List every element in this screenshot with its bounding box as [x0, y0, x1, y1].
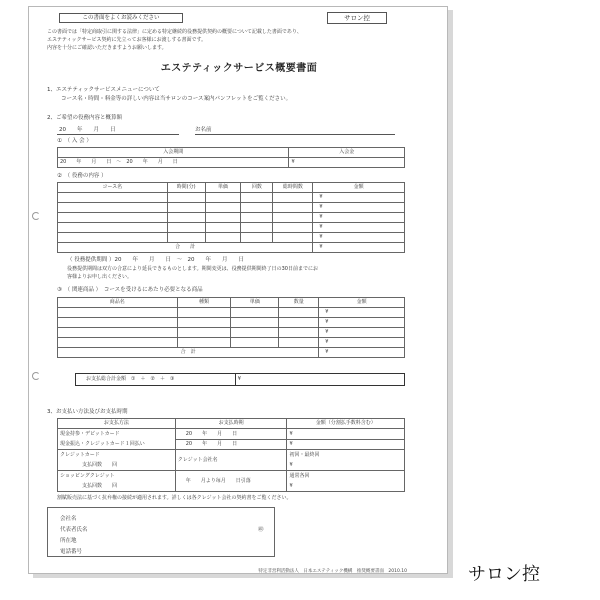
service-cell[interactable]: [167, 233, 205, 243]
product-cell[interactable]: ¥: [319, 308, 405, 318]
copy-caption: サロン控: [468, 564, 540, 585]
method-shopping-1: ショッピングクレジット: [60, 473, 115, 479]
grand-total-label: お支払総合計金額 ① ＋ ② ＋ ③: [76, 374, 236, 386]
col-product-price: 単価: [231, 298, 279, 308]
product-total-row: [58, 348, 405, 358]
col-product-amount: 金額: [319, 298, 405, 308]
product-row: [58, 318, 405, 328]
method-credit-1: クレジットカード: [60, 452, 100, 458]
product-cell[interactable]: [279, 318, 319, 328]
col-payment-method: お支払方法: [58, 419, 176, 429]
product-subheading: ③ （ 関連商品 ） コースを受けるにあたり必要となる商品: [57, 287, 203, 293]
grand-total-amount[interactable]: ¥: [235, 374, 404, 386]
shopping-yen: ¥: [289, 483, 293, 489]
product-cell[interactable]: [177, 338, 231, 348]
service-row: [58, 233, 405, 243]
col-payment-amount: 金額（分割払手数料含む）: [287, 419, 405, 429]
first-last-label: 初回・最終回: [289, 452, 320, 458]
service-cell[interactable]: ¥: [313, 223, 405, 233]
period-note-2: 客様よりお申し出ください。: [67, 274, 133, 280]
document-title: エステティックサービス概要書面: [160, 63, 318, 74]
method-cash-2: 現金振込・クレジットカード１回払い: [60, 441, 145, 447]
binder-hole-bottom: [32, 372, 40, 380]
intro-line-2: エステティックサービス契約に先立ってお客様にお渡しする書面です。: [47, 37, 207, 43]
product-table: [57, 297, 405, 358]
product-cell[interactable]: [177, 308, 231, 318]
service-cell[interactable]: [273, 203, 313, 213]
service-cell[interactable]: [58, 203, 168, 213]
product-cell[interactable]: [279, 338, 319, 348]
service-cell[interactable]: [273, 213, 313, 223]
service-cell[interactable]: ¥: [313, 233, 405, 243]
col-quantity: 数量: [279, 298, 319, 308]
payment-method-cash: [58, 429, 176, 450]
contract-date: 20 年 月 日: [59, 127, 116, 133]
section3-heading: 3、お支払い方法及びお支払時期: [47, 409, 128, 415]
service-table: [57, 182, 405, 253]
service-cell[interactable]: [273, 193, 313, 203]
membership-period-cell[interactable]: 20 年 月 日 ～ 20 年 月 日: [58, 158, 289, 168]
service-cell[interactable]: [205, 203, 241, 213]
product-cell[interactable]: [231, 328, 279, 338]
product-total-label: 合 計: [58, 348, 319, 358]
membership-fee-cell[interactable]: ¥: [289, 158, 405, 168]
shopping-amount-cell[interactable]: [287, 471, 405, 492]
service-row: [58, 223, 405, 233]
service-cell[interactable]: [241, 203, 273, 213]
service-row: [58, 213, 405, 223]
service-cell[interactable]: ¥: [313, 203, 405, 213]
service-cell[interactable]: [241, 233, 273, 243]
salon-signature-box: [47, 507, 275, 557]
address-label: 所在地: [60, 538, 77, 544]
service-total-row: [58, 243, 405, 253]
service-cell[interactable]: [167, 203, 205, 213]
grand-total-table: [75, 373, 405, 386]
service-cell[interactable]: [241, 193, 273, 203]
regular-label: 通常各回: [289, 473, 310, 479]
service-total-amount[interactable]: ¥: [313, 243, 405, 253]
section2-heading: 2、ご希望の役務内容と概算額: [47, 115, 123, 121]
payment-method-shopping: [58, 471, 176, 492]
col-payment-timing: お支払時期: [175, 419, 287, 429]
product-cell[interactable]: ¥: [319, 318, 405, 328]
section1-heading: 1、エステティックサービスメニューについて: [47, 87, 160, 93]
customer-name-label: お名前: [195, 127, 212, 133]
payment-method-credit: [58, 450, 176, 471]
intro-line-1: この書面では「特定商取引に関する法律」に定める特定継続的役務提供契約の概要について記載した書面であり、: [47, 29, 302, 35]
col-course-name: コース名: [58, 183, 168, 193]
product-cell[interactable]: [279, 308, 319, 318]
service-cell[interactable]: [58, 213, 168, 223]
credit-amount-cell[interactable]: [287, 450, 405, 471]
service-cell[interactable]: [58, 223, 168, 233]
product-cell[interactable]: [58, 308, 178, 318]
document-footer: 特定非営利活動法人 日本エステティック機構 推奨概要書面 2010.10: [258, 569, 407, 574]
document-page: [28, 6, 448, 574]
seal-mark: ㊞: [258, 527, 264, 533]
col-amount: 金額: [313, 183, 405, 193]
service-cell[interactable]: [167, 213, 205, 223]
payment-table: [57, 418, 405, 492]
service-cell[interactable]: [58, 233, 168, 243]
section1-body: コース名・時間・料金等の詳しい内容は当サロンのコース案内パンフレットをご覧ください。: [61, 96, 292, 102]
membership-fee-header: 入会金: [289, 148, 405, 158]
product-cell[interactable]: [58, 318, 178, 328]
product-cell[interactable]: [231, 308, 279, 318]
service-total-label: 合 計: [58, 243, 313, 253]
membership-period-header: 入会期間: [58, 148, 289, 158]
service-cell[interactable]: [241, 213, 273, 223]
membership-table: [57, 147, 405, 168]
service-cell[interactable]: [167, 193, 205, 203]
copy-stamp: サロン控: [327, 12, 387, 24]
col-total-hours: 総時間数: [273, 183, 313, 193]
representative-label: 代表者氏名: [60, 527, 88, 533]
service-period-line: （ 役務提供期間 ）20 年 月 日 ～ 20 年 月 日: [67, 257, 244, 263]
col-product-name: 商品名: [58, 298, 178, 308]
period-note-1: 役務提供期間は双方の合意により延長できるものとします。期間変更は、役務提供期間終了日の30日前までにお: [67, 266, 318, 272]
product-cell[interactable]: [279, 328, 319, 338]
service-cell[interactable]: [58, 193, 168, 203]
service-cell[interactable]: ¥: [313, 213, 405, 223]
method-credit-2: 支払回数 回: [82, 462, 118, 468]
payment-date-1[interactable]: 20 年 月 日: [175, 429, 287, 440]
credit-company-cell[interactable]: クレジット会社名: [175, 450, 287, 471]
product-cell[interactable]: ¥: [319, 338, 405, 348]
product-total-amount[interactable]: ¥: [319, 348, 405, 358]
service-subheading: ② （ 役務の内容 ）: [57, 173, 107, 179]
col-count: 回数: [241, 183, 273, 193]
service-cell[interactable]: [205, 193, 241, 203]
intro-line-3: 内容を十分にご確認いただきますようお願いします。: [47, 45, 167, 51]
service-cell[interactable]: [205, 233, 241, 243]
binder-hole-top: [32, 212, 40, 220]
product-row: [58, 308, 405, 318]
credit-yen: ¥: [289, 462, 293, 468]
service-cell[interactable]: [273, 223, 313, 233]
service-cell[interactable]: [167, 223, 205, 233]
service-row: [58, 203, 405, 213]
product-row: [58, 338, 405, 348]
credit-note: 割賦販売法に基づく抗弁権の接続が適用されます。詳しくは各クレジット会社の契約書をご覧ください。: [57, 495, 292, 501]
col-type: 種類: [177, 298, 231, 308]
method-shopping-2: 支払回数 回: [82, 483, 118, 489]
product-cell[interactable]: [177, 328, 231, 338]
service-cell[interactable]: [205, 223, 241, 233]
payment-amount-1[interactable]: ¥: [287, 429, 405, 440]
company-label: 会社名: [60, 516, 77, 522]
product-cell[interactable]: [231, 338, 279, 348]
service-cell[interactable]: [205, 213, 241, 223]
product-cell[interactable]: [58, 328, 178, 338]
debit-schedule-cell[interactable]: 年 月より毎月 日引落: [175, 471, 287, 492]
product-cell[interactable]: ¥: [319, 328, 405, 338]
service-row: [58, 193, 405, 203]
phone-label: 電話番号: [60, 549, 83, 555]
notice-box: この書面をよくお読みください: [59, 13, 183, 23]
col-minutes: 時間(分): [167, 183, 205, 193]
col-unit-price: 単価: [205, 183, 241, 193]
payment-amount-2[interactable]: ¥: [287, 439, 405, 450]
service-cell[interactable]: ¥: [313, 193, 405, 203]
name-underline: [195, 134, 395, 135]
membership-subheading: ① （ 入 会 ）: [57, 138, 92, 144]
service-cell[interactable]: [273, 233, 313, 243]
product-cell[interactable]: [177, 318, 231, 328]
product-row: [58, 328, 405, 338]
method-cash-1: 現金持参・デビットカード: [60, 431, 120, 437]
product-cell[interactable]: [58, 338, 178, 348]
service-cell[interactable]: [241, 223, 273, 233]
product-cell[interactable]: [231, 318, 279, 328]
date-underline: [57, 134, 179, 135]
payment-date-2[interactable]: 20 年 月 日: [175, 439, 287, 450]
